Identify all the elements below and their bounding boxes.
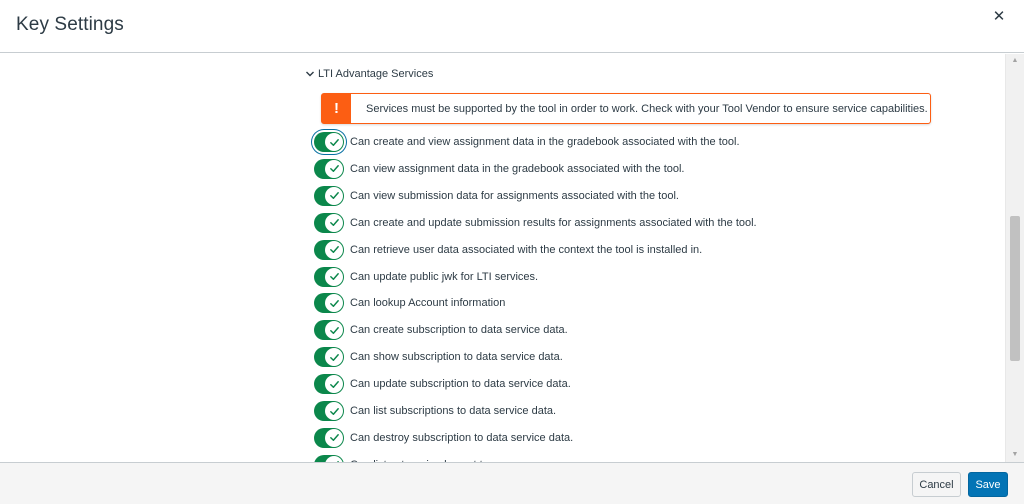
service-toggle-row[interactable] <box>312 185 679 207</box>
service-toggle-row[interactable] <box>312 373 571 395</box>
toggle-switch[interactable] <box>314 347 344 367</box>
service-label: Can lookup Account information <box>350 297 506 310</box>
check-icon <box>329 406 340 417</box>
service-toggle-row[interactable] <box>312 346 563 368</box>
toggle-knob <box>325 294 343 312</box>
warning-icon: ! <box>322 94 351 123</box>
service-label: Can update public jwk for LTI services. <box>350 270 539 283</box>
toggle-switch[interactable] <box>314 320 344 340</box>
service-warning-alert <box>321 93 931 124</box>
service-label: Can destroy subscription to data service data. <box>350 431 574 444</box>
check-icon <box>329 325 340 336</box>
toggle-switch[interactable] <box>314 374 344 394</box>
check-icon <box>329 163 340 174</box>
cancel-button[interactable]: Cancel <box>912 472 961 497</box>
scrollbar-thumb[interactable] <box>1010 216 1020 361</box>
service-toggle-row[interactable] <box>312 292 505 314</box>
toggle-switch[interactable] <box>314 293 344 313</box>
toggle-switch[interactable] <box>314 428 344 448</box>
toggle-knob <box>325 241 343 259</box>
check-icon <box>329 298 340 309</box>
vertical-scrollbar[interactable] <box>1005 54 1024 462</box>
check-icon <box>329 352 340 363</box>
toggle-switch[interactable] <box>314 240 344 260</box>
service-toggle-row[interactable] <box>312 427 573 449</box>
check-icon <box>329 137 340 148</box>
scroll-down-icon[interactable]: ▼ <box>1011 451 1019 458</box>
check-icon <box>329 379 340 390</box>
toggle-knob <box>325 268 343 286</box>
service-label: Can create subscription to data service data. <box>350 324 568 337</box>
check-icon <box>329 244 340 255</box>
toggle-knob <box>325 402 343 420</box>
service-label: Can create and update submission results for assignments associated with the tool. <box>350 216 757 229</box>
toggle-switch[interactable] <box>314 401 344 421</box>
modal-footer <box>0 462 1024 504</box>
toggle-switch[interactable] <box>314 186 344 206</box>
toggle-knob <box>325 160 343 178</box>
toggle-knob <box>325 429 343 447</box>
service-toggle-row[interactable] <box>312 212 757 234</box>
service-toggle-row[interactable] <box>312 319 568 341</box>
save-button[interactable]: Save <box>968 472 1008 497</box>
service-toggle-row[interactable] <box>312 158 684 180</box>
service-label: Can list subscriptions to data service data. <box>350 405 557 417</box>
chevron-down-icon <box>305 69 315 79</box>
service-label: Can view assignment data in the gradebook associated with the tool. <box>350 162 685 175</box>
service-label: Can update subscription to data service data. <box>350 378 571 391</box>
service-toggle-row[interactable] <box>312 239 702 261</box>
service-toggle-row[interactable] <box>312 400 556 422</box>
toggle-switch[interactable] <box>314 213 344 233</box>
check-icon <box>329 217 340 228</box>
modal-body[interactable] <box>0 54 1024 462</box>
toggle-knob <box>325 214 343 232</box>
toggle-switch[interactable] <box>314 159 344 179</box>
service-label: Can create and view assignment data in the gradebook associated with the tool. <box>350 136 740 148</box>
check-icon <box>329 432 340 443</box>
check-icon <box>329 271 340 282</box>
toggle-switch[interactable] <box>314 132 344 152</box>
modal-header <box>0 0 1024 53</box>
service-toggle-row[interactable] <box>312 266 538 288</box>
service-label: Can view submission data for assignments associated with the tool. <box>350 189 679 202</box>
close-icon[interactable]: ✕ <box>992 8 1006 25</box>
toggle-knob <box>325 187 343 205</box>
section-label: LTI Advantage Services <box>318 68 434 80</box>
toggle-knob <box>325 133 343 151</box>
scroll-up-icon[interactable]: ▲ <box>1011 57 1019 64</box>
service-label: Can retrieve user data associated with the context the tool is installed in. <box>350 243 703 256</box>
service-label: Can show subscription to data service data. <box>350 351 563 364</box>
lti-advantage-services-toggle[interactable] <box>305 66 433 82</box>
toggle-knob <box>325 348 343 366</box>
modal-content <box>0 54 1005 462</box>
check-icon <box>329 190 340 201</box>
service-toggle-row[interactable] <box>312 131 740 153</box>
toggle-knob <box>325 375 343 393</box>
modal-title: Key Settings <box>16 14 124 35</box>
alert-message: Services must be supported by the tool in order to work. Check with your Tool Vendor to ensure service capabilities. <box>366 102 928 115</box>
toggle-knob <box>325 321 343 339</box>
toggle-switch[interactable] <box>314 267 344 287</box>
